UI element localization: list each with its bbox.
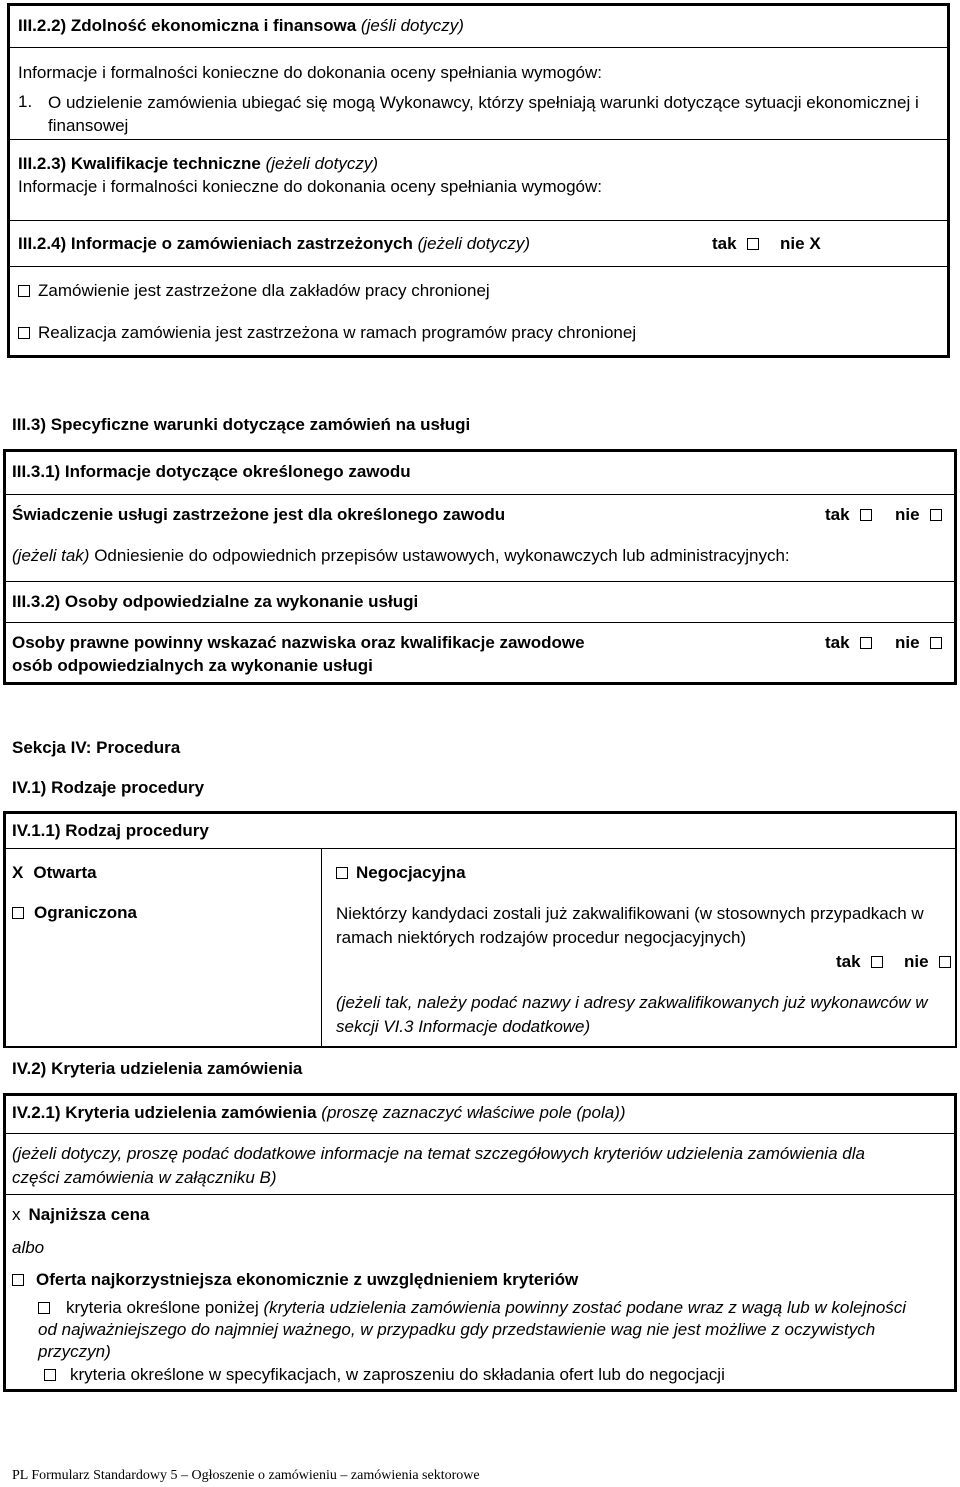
nie-checkbox[interactable] [930,509,942,521]
kryteria-ponizej-checkbox[interactable] [38,1302,50,1314]
reserved-option-1-checkbox[interactable] [18,285,30,297]
section-iii-3-1-title: III.3.1) Informacje dotyczące określonego zawodu [12,462,411,481]
section-iii-3-title: III.3) Specyficzne warunki dotyczące zamówień na usługi [12,415,471,434]
criterion-kryteria-ponizej: kryteria określone poniżej (kryteria udzielenia zamówienia powinny zostać podane wraz z wagą lub w kolejności od najważniejszego do najmniej ważnego, w przypadku gdy przedstawienie wag nie jest możliwe z oczywistych przyczyn) [38,1298,907,1361]
tak-checkbox[interactable] [747,238,759,250]
section-iii-3-2-title: III.3.2) Osoby odpowiedzialne za wykonanie usługi [12,592,419,611]
section-iii-2-2-title: III.2.2) Zdolność ekonomiczna i finansowa (jeśli dotyczy) [18,16,464,35]
section-iii-3-2-question-line2: osób odpowiedzialnych za wykonanie usługi [12,656,373,675]
divider [5,1194,955,1195]
divider [9,266,948,267]
tak-checkbox[interactable] [871,956,883,968]
najnizsza-checkbox-mark[interactable]: x [12,1205,21,1224]
procedure-ograniczona: Ograniczona [12,902,137,923]
section-iv-title: Sekcja IV: Procedura [12,738,181,757]
section-iii-2-4-title: III.2.4) Informacje o zamówieniach zastrzeżonych (jeżeli dotyczy) [18,234,531,253]
section-iii-2-3-info: Informacje i formalności konieczne do dokonania oceny spełniania wymogów: [18,177,602,196]
otwarta-checkbox-mark[interactable]: X [12,863,24,882]
divider [5,848,957,849]
divider [9,47,948,48]
divider [9,220,948,221]
page-footer: PL Formularz Standardowy 5 – Ogłoszenie o zamówieniu – zamówienia sektorowe [12,1468,480,1483]
section-iii-3-1-tak-nie: tak nie [825,504,942,525]
negocjacyjna-text: Niektórzy kandydaci zostali już zakwalifikowani (w stosownych przypadkach w ramach niektórych rodzajów procedur negocjacyjnych) [336,904,924,947]
criterion-najnizsza-cena: x Najniższa cena [12,1205,150,1224]
reserved-option-2-checkbox[interactable] [18,327,30,339]
reserved-option-1: Zamówienie jest zastrzeżone dla zakładów pracy chronionej [18,280,490,301]
divider [5,581,955,582]
tak-checkbox[interactable] [860,509,872,521]
procedure-negocjacyjna: Negocjacyjna [336,862,466,883]
divider [5,494,955,495]
right-border [955,811,957,1048]
oferta-checkbox[interactable] [12,1274,24,1286]
section-iii-3-1-note: (jeżeli tak) Odniesienie do odpowiednich przepisów ustawowych, wykonawczych lub administracyjnych: [12,546,790,565]
albo-label: albo [12,1238,45,1257]
reserved-option-2: Realizacja zamówienia jest zastrzeżona w ramach programów pracy chronionej [18,322,636,343]
section-iii-3-2-tak-nie: tak nie [825,632,942,653]
criterion-oferta: Oferta najkorzystniejsza ekonomicznie z uwzględnieniem kryteriów [12,1269,578,1290]
section-iv-1-1-title: IV.1.1) Rodzaj procedury [12,821,209,840]
divider [9,139,948,140]
section-iv-2-1-title: IV.2.1) Kryteria udzielenia zamówienia (proszę zaznaczyć właściwe pole (pola)) [12,1103,626,1122]
section-iii-3-1-question: Świadczenie usługi zastrzeżone jest dla określonego zawodu [12,505,506,524]
column-divider [321,848,322,1048]
divider [5,622,955,623]
section-iii-2-2-item-text: O udzielenie zamówienia ubiegać się mogą Wykonawcy, którzy spełniają warunki dotyczące sytuacji ekonomicznej i finansowej [48,93,919,135]
ograniczona-checkbox[interactable] [12,907,24,919]
section-iii-2-4-tak-nie: tak nie X [712,234,821,253]
section-iii-2-3-title: III.2.3) Kwalifikacje techniczne (jeżeli dotyczy) [18,154,378,173]
nie-checkbox[interactable] [930,637,942,649]
section-iii-2-2-info: Informacje i formalności konieczne do dokonania oceny spełniania wymogów: [18,63,602,82]
bottom-border [3,1046,957,1048]
nie-checkbox[interactable] [939,956,951,968]
tak-checkbox[interactable] [860,637,872,649]
procedure-otwarta: X Otwarta [12,863,97,882]
nie-checkbox-mark[interactable]: X [809,234,821,253]
section-iv-1-title: IV.1) Rodzaje procedury [12,778,205,797]
negocjacyjna-checkbox[interactable] [336,867,348,879]
negocjacyjna-note: (jeżeli tak, należy podać nazwy i adresy zakwalifikowanych już wykonawców w sekcji VI.3 Informacje dodatkowe) [336,993,928,1036]
section-iv-2-title: IV.2) Kryteria udzielenia zamówienia [12,1059,303,1078]
section-iii-3-2-question-line1: Osoby prawne powinny wskazać nazwiska oraz kwalifikacje zawodowe [12,633,585,652]
section-iii-2-2-item-number: 1. [18,92,33,111]
negocjacyjna-tak-nie: tak nie [836,951,951,972]
section-iv-2-1-info: (jeżeli dotyczy, proszę podać dodatkowe informacje na temat szczegółowych kryteriów udzielenia zamówienia dla części zamówienia w załączniku B) [12,1144,865,1187]
divider [5,1133,955,1134]
kryteria-specyfikacje-checkbox[interactable] [44,1369,56,1381]
criterion-kryteria-specyfikacje: kryteria określone w specyfikacjach, w zaproszeniu do składania ofert lub do negocjacji [44,1364,725,1385]
